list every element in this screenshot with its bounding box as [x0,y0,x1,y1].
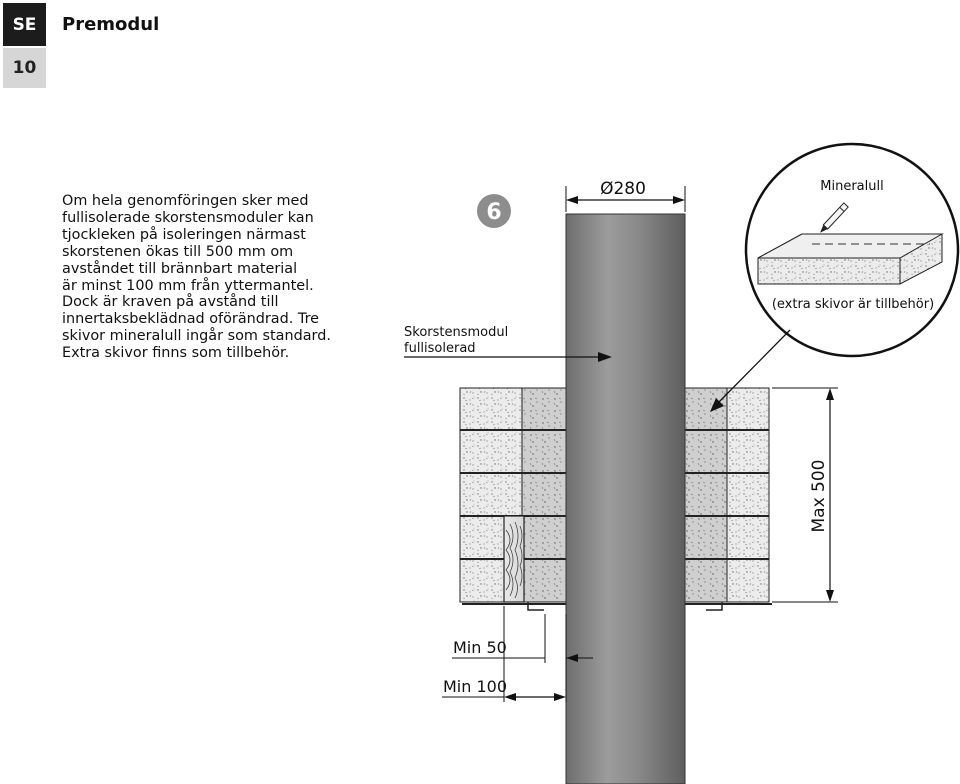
page-number: 10 [3,48,46,88]
body-line: innertaksbeklädnad oförändrad. Tre [62,311,320,328]
body-line: avståndet till brännbart material [62,260,298,277]
mineral-wool-detail [710,144,958,412]
body-line: Extra skivor finns som tillbehör. [62,345,290,362]
language-tab: SE [3,3,46,46]
max-dimension [772,388,838,602]
min50-label: Min 50 [453,638,507,657]
step-number: 6 [486,200,502,225]
max-label: Max 500 [809,459,829,533]
body-line: skorstenen ökas till 500 mm om [62,243,294,260]
wooden-joist [504,516,524,602]
step-badge [477,194,511,228]
diameter-dimension [566,179,685,212]
insulation-right [685,388,769,602]
body-line: är minst 100 mm från yttermantel. [62,277,314,294]
detail-title: Mineralull [820,179,884,194]
detail-caption: (extra skivor är tillbehör) [771,297,935,312]
body-line: Dock är kraven på avstånd till [62,294,279,311]
min100-label: Min 100 [443,677,508,696]
diameter-label: Ø280 [600,179,646,199]
chimney-label-line1: Skorstensmodul [404,325,509,340]
body-line: fullisolerade skorstensmoduler kan [62,209,314,226]
chimney-pipe [566,214,685,784]
body-line: tjockleken på isoleringen närmast [62,226,306,243]
body-line: Om hela genomföringen sker med [62,193,309,209]
body-line: skivor mineralull ingår som standard. [62,328,331,345]
chimney-label-line2: fullisolerad [404,341,476,356]
page-title: Premodul [62,14,160,35]
